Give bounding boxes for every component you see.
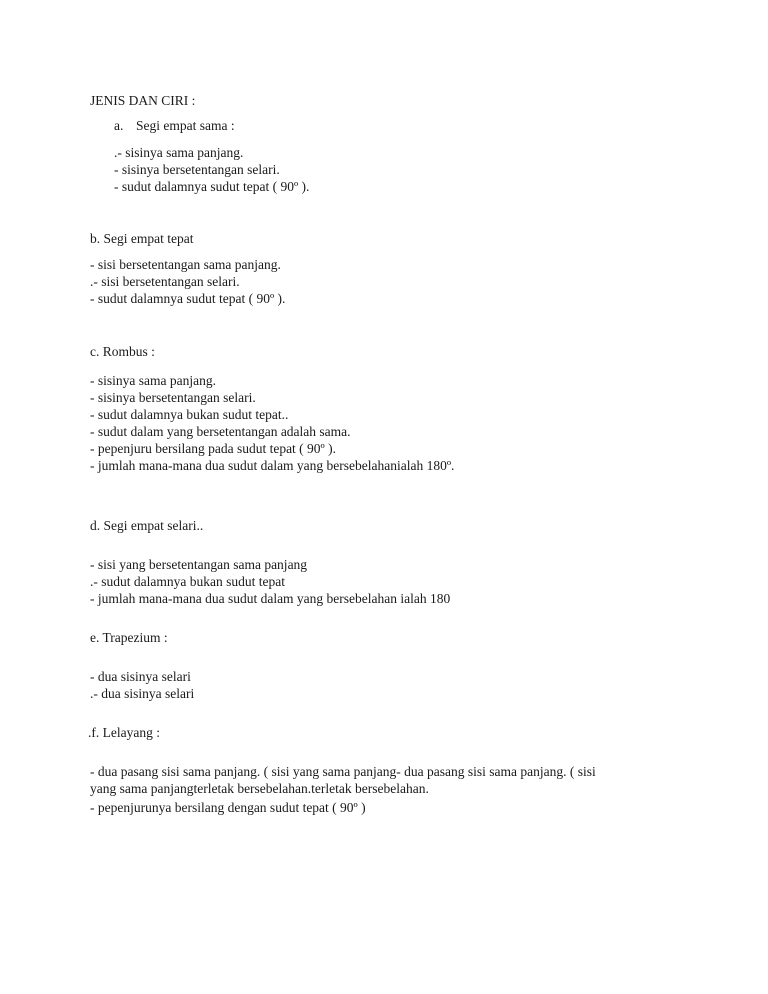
section-f-heading: .f. Lelayang :	[88, 725, 160, 740]
section-c-item: - pepenjuru bersilang pada sudut tepat ( 90º ).	[90, 441, 336, 456]
section-f-item: - pepenjurunya bersilang dengan sudut tepat ( 90º )	[90, 800, 366, 815]
section-f-item: yang sama panjangterletak bersebelahan.terletak bersebelahan.	[90, 781, 429, 796]
section-b-item: - sisi bersetentangan sama panjang.	[90, 257, 281, 272]
doc-title: JENIS DAN CIRI :	[90, 93, 196, 108]
section-b-heading: b. Segi empat tepat	[90, 231, 194, 246]
section-c-item: - jumlah mana-mana dua sudut dalam yang bersebelahanialah 180º.	[90, 458, 455, 473]
section-c-item: - sudut dalamnya bukan sudut tepat..	[90, 407, 289, 422]
section-d-item: - jumlah mana-mana dua sudut dalam yang bersebelahan ialah 180	[90, 591, 451, 606]
section-a-item: .- sisinya sama panjang.	[114, 145, 244, 160]
section-c-item: - sisinya sama panjang.	[90, 373, 216, 388]
section-a-heading: Segi empat sama :	[136, 118, 235, 133]
section-a-item: - sisinya bersetentangan selari.	[114, 162, 280, 177]
section-d-heading: d. Segi empat selari..	[90, 518, 204, 533]
section-d-item: .- sudut dalamnya bukan sudut tepat	[90, 574, 285, 589]
section-d-item: - sisi yang bersetentangan sama panjang	[90, 557, 308, 572]
section-b-item: .- sisi bersetentangan selari.	[90, 274, 240, 289]
section-c-heading: c. Rombus :	[90, 344, 155, 359]
section-f-item: - dua pasang sisi sama panjang. ( sisi yang sama panjang- dua pasang sisi sama panjang. ( sisi	[90, 764, 596, 779]
section-a-item: - sudut dalamnya sudut tepat ( 90º ).	[114, 179, 310, 194]
section-c-item: - sudut dalam yang bersetentangan adalah sama.	[90, 424, 351, 439]
section-a-marker: a.	[114, 118, 124, 133]
section-e-item: .- dua sisinya selari	[90, 686, 195, 701]
section-b-item: - sudut dalamnya sudut tepat ( 90º ).	[90, 291, 286, 306]
section-e-item: - dua sisinya selari	[90, 669, 191, 684]
section-e-heading: e. Trapezium :	[90, 630, 168, 645]
section-c-item: - sisinya bersetentangan selari.	[90, 390, 256, 405]
